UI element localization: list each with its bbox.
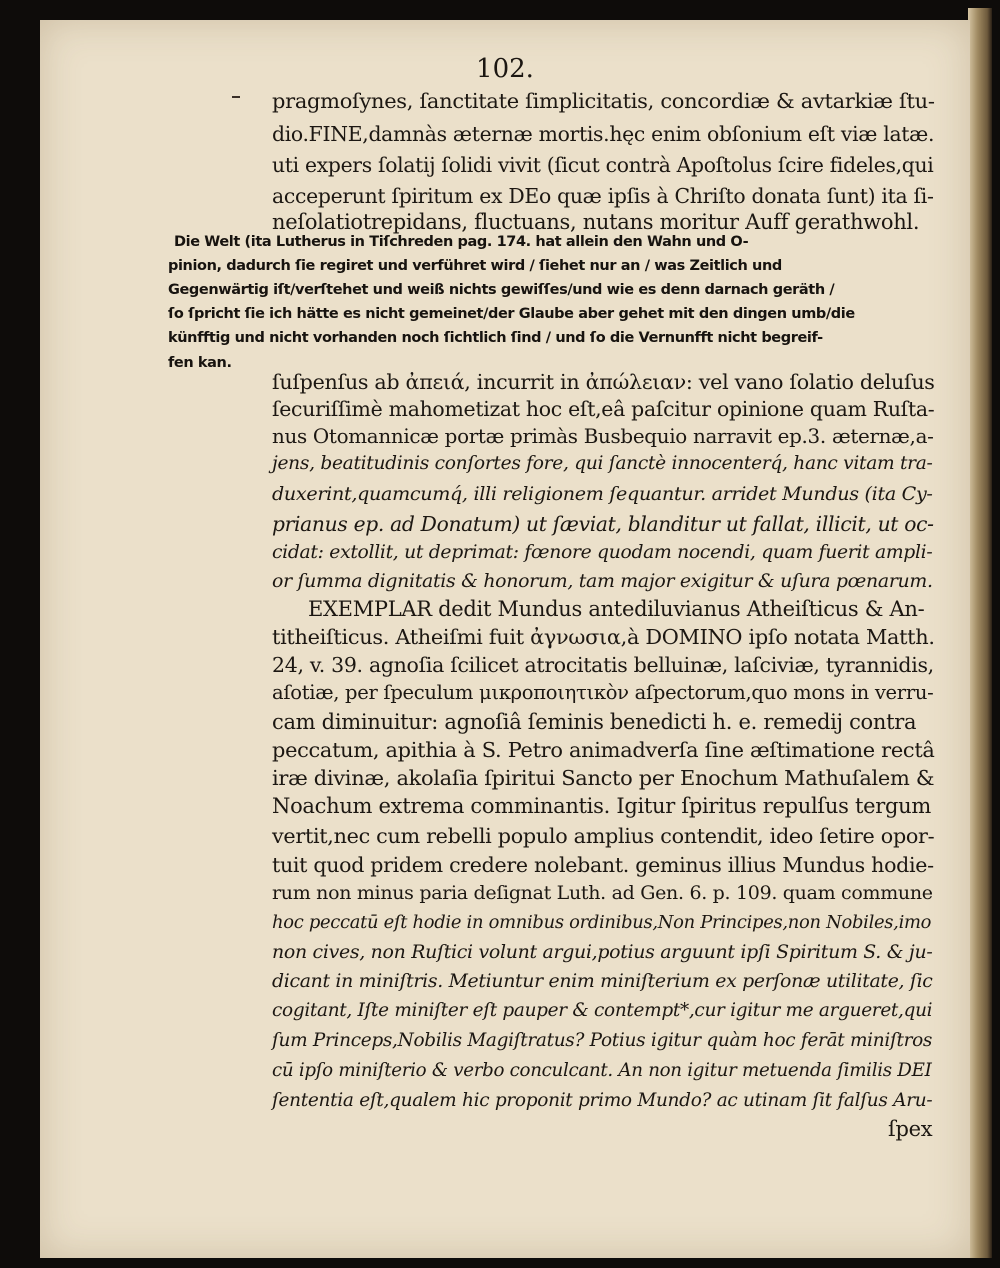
text-line: dicant in miniſtris. Metiuntur enim miniſterium ex perſonæ utilitate, ſic [272,971,933,992]
text-line: vertit,nec cum rebelli populo amplius contendit, ideo ſetire opor- [272,824,935,848]
text-line: rum non minus paria deſignat Luth. ad Gen. 6. p. 109. quam commune [272,882,933,904]
gloss-line: Die Welt (ita Lutherus in Tiſchreden pag. 174. hat allein den Wahn und O- [174,234,749,250]
text-line: titheiſticus. Atheiſmi fuit ἀγνωσια,à DOMINO ipſo notata Matth. [272,625,935,649]
gloss-line: Gegenwärtig iſt/verſtehet und weiß nichts gewiſſes/und wie es denn darnach geräth / [168,282,835,298]
text-line: acceperunt ſpiritum ex DEo quæ ipſis à Chriſto donata ſunt) ita ſi- [272,184,934,208]
text-line: neſolatiotrepidans, fluctuans, nutans moritur Auff gerathwohl. [272,210,920,234]
text-line: prianus ep. ad Donatum) ut ſæviat, blanditur ut fallat, illicit, ut oc- [272,512,934,536]
text-line: hoc peccatū eſt hodie in omnibus ordinibus,Non Principes,non Nobiles,imo [272,912,932,933]
text-line: ſententia eſt,qualem hic proponit primo Mundo? ac utinam ſit falſus Aru- [272,1090,933,1111]
book-spine [968,8,992,1258]
text-line: ſuſpenſus ab ἀπειά, incurrit in ἀπώλειαν: vel vano ſolatio deluſus [272,370,935,394]
text-line: ſecuriſſimè mahometizat hoc eſt,eâ paſcitur opinione quam Ruſta- [272,397,935,421]
gloss-line: künfftig und nicht vorhanden noch ſichtlich ſind / und ſo die Vernunfft nicht begreif- [168,330,823,346]
text-line: jens, beatitudinis conſortes fore, qui ſanctè innocenterq́, hanc vitam tra- [272,453,933,474]
text-line: non cives, non Ruſtici volunt argui,potius arguunt ipſi Spiritum S. & ju- [272,941,933,963]
gloss-line: ſo ſpricht ſie ich hätte es nicht gemeinet/der Glaube aber gehet mit den dingen umb/die [168,306,855,322]
text-line: or ſumma dignitatis & honorum, tam major exigitur & uſura pœnarum. [272,570,933,592]
text-line: peccatum, apithia à S. Petro animadverſa ſine æſtimatione rectâ [272,738,935,762]
text-line: iræ divinæ, akolaſia ſpiritui Sancto per Enochum Mathuſalem & [272,766,935,790]
text-line: cidat: extollit, ut deprimat: fœnore quodam nocendi, quam fuerit ampli- [272,542,933,563]
text-line: tuit quod pridem credere nolebant. geminus illius Mundus hodie- [272,853,934,877]
text-line: aſotiæ, per ſpeculum μικροποιητικὸν aſpectorum,quo mons in verru- [272,681,934,704]
text-line: EXEMPLAR dedit Mundus antediluvianus Atheiſticus & An- [308,597,925,621]
text-line: 24, v. 39. agnoſia ſcilicet atrocitatis belluinæ, laſciviæ, tyrannidis, [272,653,934,677]
text-line: cam diminuitur: agnoſiâ ſeminis benedicti h. e. remedij contra [272,710,917,734]
page-number: 102. [476,54,534,84]
text-line: ſum Princeps,Nobilis Magiſtratus? Potius igitur quàm hoc ferāt miniſtros [272,1030,933,1051]
text-line: cogitant, Iſte miniſter eſt pauper & contempt*,cur igitur me argueret,qui [272,1000,933,1021]
text-line: cū ipſo miniſterio & verbo conculcant. An non igitur metuenda ſimilis DEI [272,1060,932,1081]
text-line: uti expers ſolatij ſolidi vivit (ſicut contrà Apoſtolus ſcire fideles,qui [272,153,934,177]
gloss-line: fen kan. [168,355,232,371]
text-line: pragmoſynes, ſanctitate ſimplicitatis, concordiæ & avtarkiæ ſtu- [272,89,935,113]
text-line: nus Otomannicæ portæ primàs Busbequio narravit ep.3. æternæ,a- [272,425,934,448]
text-line: dio.FINE,damnàs æternæ mortis.hęc enim obſonium eſt viæ latæ. [272,122,935,146]
text-line: duxerint,quamcumq́, illi religionem ſequantur. arridet Mundus (ita Cy- [272,482,933,505]
gloss-line: pinion, dadurch ſie regiret und verführet wird / ſiehet nur an / was Zeitlich und [168,258,782,274]
margin-mark [232,96,240,98]
catchword: ſpex [888,1117,933,1141]
text-line: Noachum extrema comminantis. Igitur ſpiritus repulſus tergum [272,794,931,818]
